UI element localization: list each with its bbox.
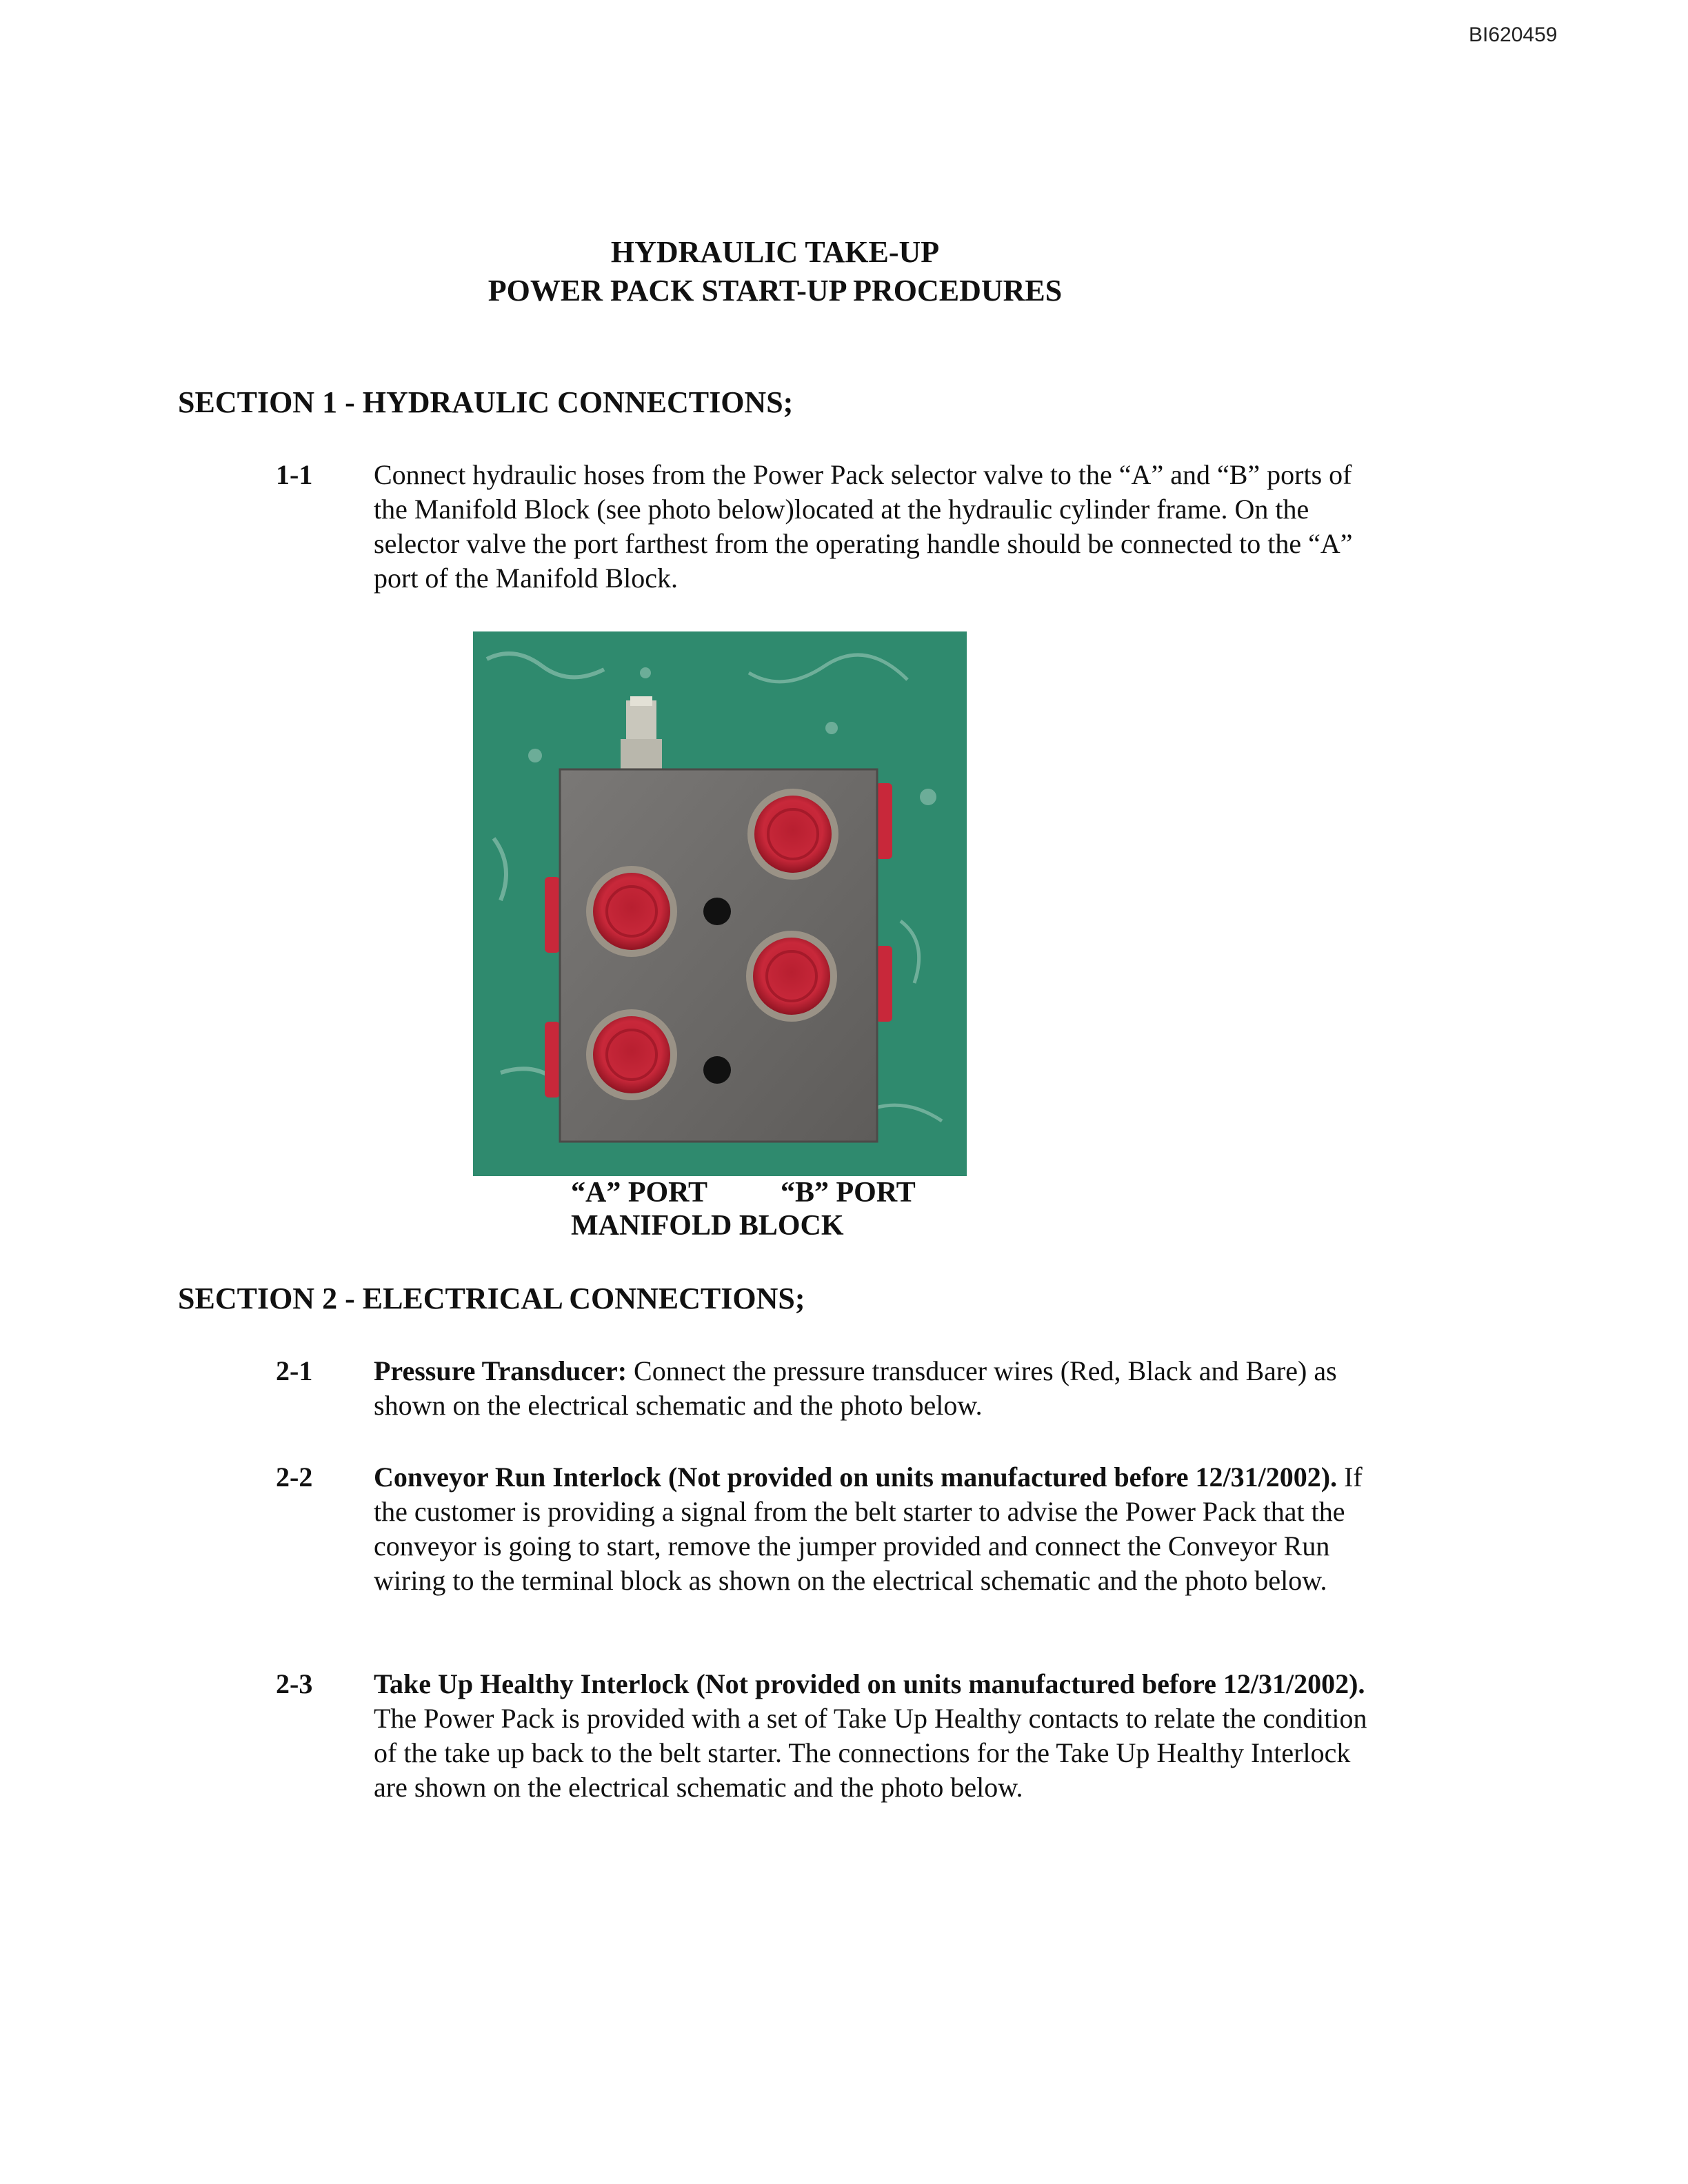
page-title (0, 233, 1550, 310)
section-2-heading: SECTION 2 - ELECTRICAL CONNECTIONS; (178, 1282, 805, 1315)
caption-b-port: “B” PORT (781, 1177, 916, 1209)
item-text (374, 1354, 1374, 1423)
item-body: The Power Pack is provided with a set of Take Up Healthy contacts to relate the condition of the take up back to the belt starter. The connections for the Take Up Healthy Interlock are shown on the electrical schematic and the photo below. (374, 1703, 1367, 1803)
manifold-block-photo (473, 631, 967, 1176)
item-body: Connect the pressure transducer wires (Red, Black and Bare) as shown on the electrical schematic and the photo below. (374, 1355, 1337, 1421)
photo-caption (571, 1176, 985, 1242)
item-number: 2-3 (276, 1668, 313, 1699)
item-bold-lead: Pressure Transducer: (374, 1355, 627, 1386)
item-number: 2-1 (276, 1355, 313, 1386)
caption-a-port: “A” PORT (571, 1177, 708, 1209)
item-number: 2-2 (276, 1462, 313, 1493)
item-body: If the customer is providing a signal from the belt starter to advise the Power Pack that the conveyor is going to start, remove the jumper provided and connect the Conveyor Run wiring to the terminal block as shown on the electrical schematic and the photo below. (374, 1462, 1363, 1596)
section-1-heading: SECTION 1 - HYDRAULIC CONNECTIONS; (178, 385, 794, 419)
document-id: BI620459 (1469, 23, 1558, 46)
item-bold-lead: Conveyor Run Interlock (Not provided on units manufactured before 12/31/2002). (374, 1462, 1338, 1493)
item-number: 1-1 (276, 459, 313, 490)
item-text (374, 1460, 1374, 1598)
title-line-1: HYDRAULIC TAKE-UP (610, 235, 940, 269)
caption-manifold-block: MANIFOLD BLOCK (571, 1210, 844, 1242)
item-text: Connect hydraulic hoses from the Power Pack selector valve to the “A” and “B” ports of the Manifold Block (see photo below)located at the hydraulic cylinder frame. On the selector valve the port farthest from the operating handle should be connected to the “A” port of the Manifold Block. (374, 459, 1353, 594)
title-line-2: POWER PACK START-UP PROCEDURES (488, 274, 1063, 307)
item-bold-lead: Take Up Healthy Interlock (Not provided on units manufactured before 12/31/2002). (374, 1668, 1365, 1699)
item-text (374, 1667, 1374, 1805)
